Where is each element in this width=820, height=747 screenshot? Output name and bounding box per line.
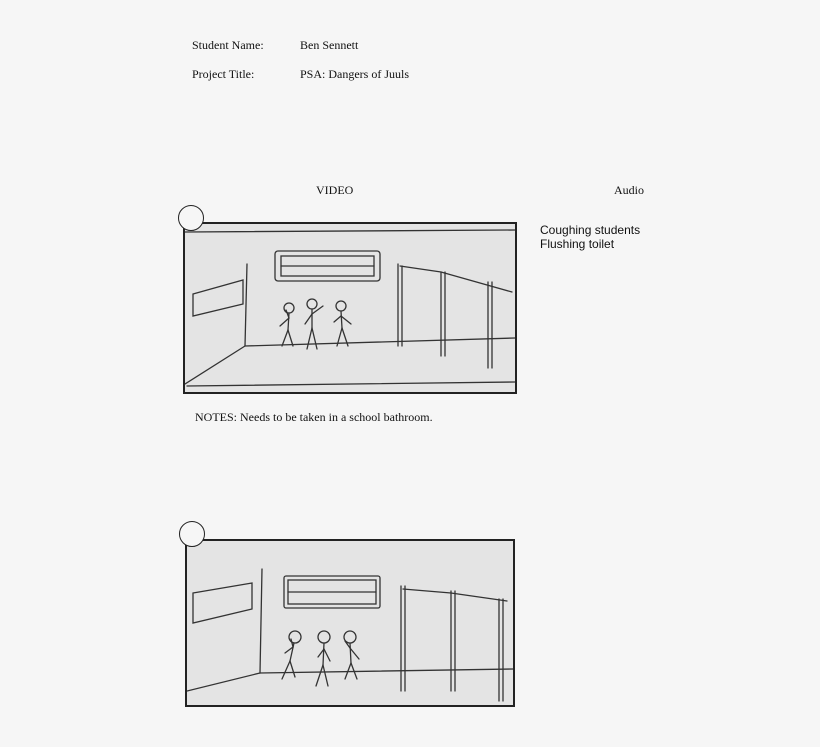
bathroom-sketch-1 (185, 224, 515, 392)
audio-cue-flushing: Flushing toilet (540, 237, 615, 251)
bathroom-sketch-2 (187, 541, 513, 705)
frame-number-circle-2 (179, 521, 205, 547)
project-title-label: Project Title: (192, 67, 255, 81)
storyboard-frame-2 (185, 539, 515, 707)
audio-cue-coughing: Coughing students (540, 223, 641, 237)
storyboard-frame-1 (183, 222, 517, 394)
video-column-heading: VIDEO (316, 183, 354, 197)
project-title-value: PSA: Dangers of Juuls (300, 67, 410, 81)
audio-column-heading: Audio (614, 183, 644, 197)
student-name-value: Ben Sennett (300, 38, 359, 52)
frame-number-circle-1 (178, 205, 204, 231)
panel-1-audio (540, 223, 640, 251)
student-name-label: Student Name: (192, 38, 264, 52)
panel-1-notes: NOTES: Needs to be taken in a school bathroom. (195, 410, 433, 424)
